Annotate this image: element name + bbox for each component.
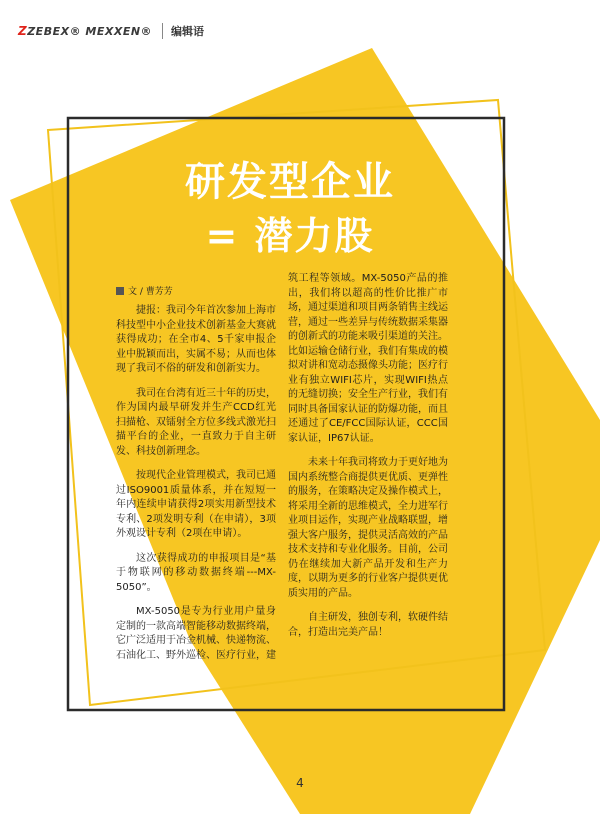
article-paragraph: 自主研发，独创专利，软硬件结合，打造出完美产品！ [288, 612, 448, 638]
page-title-line-2: = 潜力股 [205, 214, 375, 258]
author-text: 文 / 曹芳芳 [128, 287, 173, 297]
header-divider [162, 23, 163, 39]
brand-logo-mark: Z [18, 24, 28, 38]
article-column-left [116, 304, 276, 673]
page-number: 4 [296, 776, 304, 790]
article-paragraph: 按现代企业管理模式，我司已通过ISO9001质量体系，并在短短一年内连续申请获得2项实用新型技术专利、2项发明专利（在申请），3项外观设计专利（2项在申请）。 [116, 470, 276, 539]
section-label: 编辑语 [171, 25, 205, 38]
article-paragraph: MX-5050是专为行业用户量身定制的一款高端智能移动数据终端，它广泛适用于冶金机械、快递物流、石油化工、野外巡检、医疗行业，建 [116, 606, 276, 661]
article-paragraph: 我司在台湾有近三十年的历史，作为国内最早研发并生产CCD红光扫描枪、双镭射全方位多线式激光扫描平台的企业，一直致力于自主研发、科技创新理念。 [116, 387, 276, 457]
article-paragraph: 未来十年我司将致力于更好地为国内系统整合商提供更优质、更弹性的服务，在策略决定及操作模式上，将采用全新的思维模式，全力进军行业项目运作，实现产业战略联盟，增强大客户服务，提供灵活高效的产品技术支持和专业化服务。目前，公司仍在继续加大新产品开发和生产力度，以期为更多的行业客户提供更优质实用的产品。 [288, 457, 448, 599]
article-paragraph-continued: 筑工程等领域。MX-5050产品的推出，我们将以超高的性价比推广市场，通过渠道和项目两条销售主线运营，通过一些差异与传统数据采集器的创新式的功能来吸引渠道的关注。比如运输仓储行业，我们有集成的模拟对讲和宽动态摄像头功能；医疗行业有独立WIFI芯片，实现WIFI热点的无缝切换；安全生产行业，我们有同时具备国家认证的防爆功能，而且还通过了CE/FCC国际认证，CCC国家认证，IP67认证。 [288, 273, 448, 444]
header [18, 20, 204, 42]
article-column-right [288, 272, 448, 650]
square-bullet-icon [116, 287, 124, 295]
author-byline [116, 284, 173, 297]
article-paragraph: 这次获得成功的申报项目是“基于物联网的移动数据终端---MX-5050”。 [116, 552, 276, 593]
brand-name: ZEBEX® MEXXEN® [27, 25, 153, 38]
page-title-line-1: 研发型企业 [185, 159, 395, 205]
article-paragraph: 捷报：我司今年首次参加上海市科技型中小企业技术创新基金大赛就获得成功；在全市4、5千家申报企业中脱颖而出，实属不易；从而也体现了我司不俗的研发和创新实力。 [116, 305, 276, 374]
brand-logo [18, 24, 152, 38]
